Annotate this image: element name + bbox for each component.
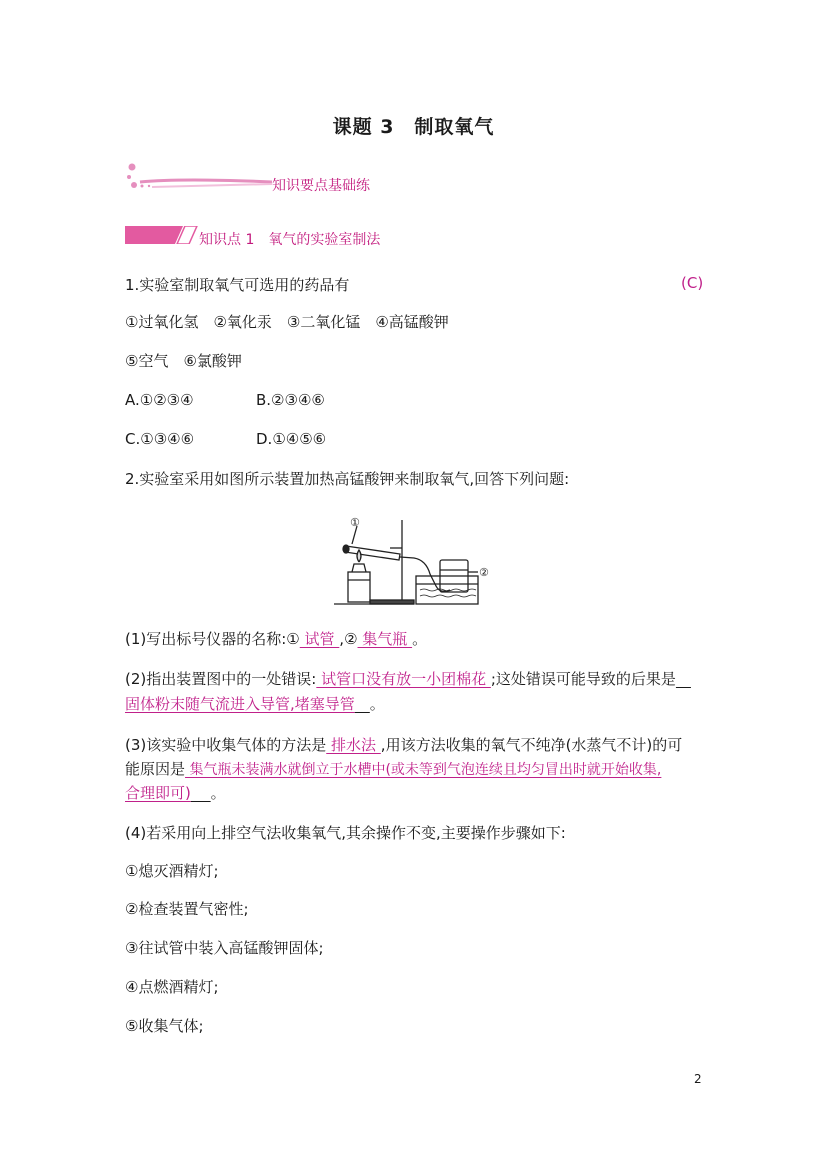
q2-part1 (125, 628, 427, 650)
q2-part2-answer1: 试管口没有放一小团棉花 (316, 670, 491, 688)
q2-part2-answer2: 固体粉末随气流进入导管,堵塞导管 (125, 695, 355, 713)
apparatus-figure (330, 514, 500, 608)
q2-part3-answer1: 排水法 (326, 736, 381, 754)
q2-part3-answer2a: 集气瓶未装满水就倒立于水槽中(或未等到气泡连续且均匀冒出时就开始收集, (185, 762, 662, 778)
q2-part2-line1 (125, 668, 691, 690)
section-label: 知识要点基础练 (272, 178, 370, 194)
page-title: 课题 3 制取氧气 (332, 116, 495, 138)
q1-answer: (C) (681, 274, 704, 292)
knowledge-point-label: 知识点 1 氧气的实验室制法 (199, 232, 381, 248)
q1-option-c: C.①③④⑥ (125, 430, 195, 448)
section-header-decoration (122, 160, 282, 194)
q2-step-2: ②检查装置气密性; (125, 900, 249, 918)
q1-option-b: B.②③④⑥ (256, 391, 325, 409)
q2-part3-mid: ,用该方法收集的氧气不纯净(水蒸气不计)的可 (380, 736, 683, 754)
q2-step-5: ⑤收集气体; (125, 1017, 204, 1035)
q2-part2-line2 (125, 693, 385, 715)
q2-part1-prefix: (1)写出标号仪器的名称:① (125, 630, 300, 648)
figure-label-2: ② (479, 566, 489, 579)
q2-step-4: ④点燃酒精灯; (125, 978, 219, 996)
q2-part3-line2 (125, 758, 661, 781)
q2-part3-end: 。 (210, 784, 226, 802)
q1-stem: 1.实验室制取氧气可选用的药品有 (125, 276, 350, 294)
q1-option-a: A.①②③④ (125, 391, 194, 409)
q1-items-line1: ①过氧化氢 ②氧化汞 ③二氧化锰 ④高锰酸钾 (125, 313, 449, 331)
page-number: 2 (694, 1072, 702, 1086)
q2-part3-answer2b: 合理即可) (125, 784, 191, 802)
knowledge-point-tag (125, 226, 199, 244)
q2-part4-stem: (4)若采用向上排空气法收集氧气,其余操作不变,主要操作步骤如下: (125, 824, 566, 842)
figure-label-1: ① (350, 516, 360, 529)
q2-step-1: ①熄灭酒精灯; (125, 862, 219, 880)
q2-step-3: ③往试管中装入高锰酸钾固体; (125, 939, 324, 957)
q2-part2-mid: ;这处错误可能导致的后果是 (490, 670, 676, 688)
q2-part3-prefix: (3)该实验中收集气体的方法是 (125, 736, 327, 754)
q2-part1-mid: ,② (339, 630, 358, 648)
q1-option-d: D.①④⑤⑥ (256, 430, 327, 448)
q2-part2-end: 。 (369, 695, 385, 713)
q2-stem: 2.实验室采用如图所示装置加热高锰酸钾来制取氧气,回答下列问题: (125, 470, 570, 488)
q2-part1-answer1: 试管 (299, 630, 340, 648)
q2-part3-line2-prefix: 能原因是 (125, 760, 186, 778)
q1-items-line2: ⑤空气 ⑥氯酸钾 (125, 352, 242, 370)
q2-part3-line3 (125, 782, 226, 804)
q2-part3-line1 (125, 734, 682, 756)
q2-part2-prefix: (2)指出装置图中的一处错误: (125, 670, 317, 688)
q2-part1-end: 。 (412, 630, 428, 648)
q2-part1-answer2: 集气瓶 (357, 630, 413, 648)
